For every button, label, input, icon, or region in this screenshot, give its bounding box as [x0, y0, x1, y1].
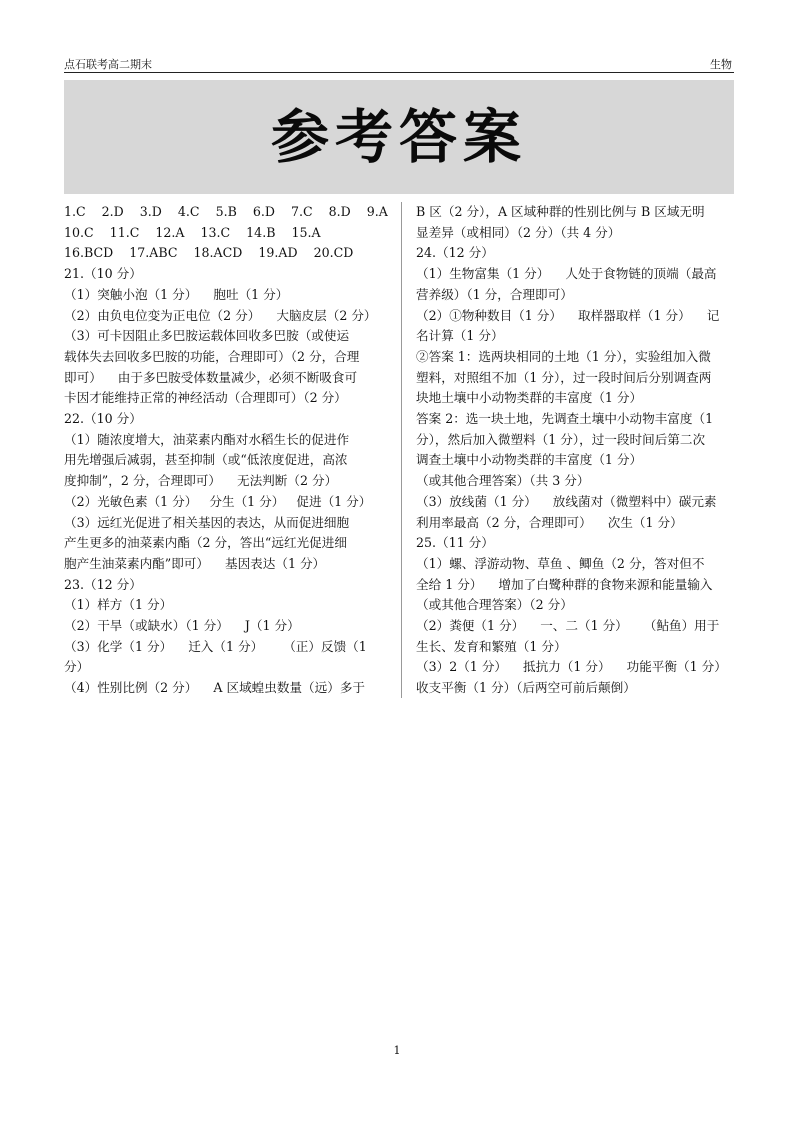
- answer-line: 块地土壤中小动物类群的丰富度（1 分）: [416, 390, 643, 406]
- answer-line: 16.BCD 17.ABC 18.ACD 19.AD 20.CD: [64, 245, 354, 261]
- answer-line: 营养级）（1 分，合理即可）: [416, 286, 573, 302]
- header-rule: [64, 72, 734, 73]
- answer-line: 10.C 11.C 12.A 13.C 14.B 15.A: [64, 224, 321, 240]
- question-heading: 23.（12 分）: [64, 576, 142, 592]
- page-title: 参考答案: [270, 103, 527, 171]
- answer-line: 名计算（1 分）: [416, 328, 504, 344]
- answer-line: 用先增强后减弱，甚至抑制（或“低浓度促进，高浓: [64, 452, 348, 468]
- answer-line: B 区（2 分），A 区域种群的性别比例与 B 区域无明: [416, 204, 705, 219]
- answer-line: （1）生物富集（1 分） 人处于食物链的顶端（最高: [416, 266, 717, 282]
- answer-line: 收支平衡（1 分）（后两空可前后颠倒）: [416, 680, 636, 696]
- answer-column-right: [416, 202, 738, 699]
- answer-line: 答案 2：选一块土地，先调查土壤中小动物丰富度（1: [416, 411, 714, 427]
- question-heading: 22.（10 分）: [64, 411, 142, 427]
- answer-line: 分），然后加入微塑料（1 分），过一段时间后第二次: [416, 431, 706, 447]
- question-heading: 24.（12 分）: [416, 245, 494, 261]
- header-exam-name: 点石联考高二期末: [64, 58, 152, 71]
- answer-line: （3）放线菌（1 分） 放线菌对（微塑料中）碳元素: [416, 493, 717, 509]
- answer-line: （1）随浓度增大，油菜素内酯对水稻生长的促进作: [64, 431, 350, 447]
- answer-line: （或其他合理答案）（2 分）: [416, 597, 573, 613]
- answer-line: （或其他合理答案）（共 3 分）: [416, 473, 590, 489]
- page-header: [64, 58, 734, 72]
- answer-line: 度抑制”，2 分，合理即可） 无法判断（2 分）: [64, 473, 338, 489]
- question-heading: 21.（10 分）: [64, 266, 142, 282]
- title-banner: [64, 80, 734, 194]
- answer-line: 利用率最高（2 分，合理即可） 次生（1 分）: [416, 514, 683, 530]
- column-divider: [401, 202, 402, 698]
- answer-line: 分）: [64, 659, 90, 675]
- answer-line: 产生更多的油菜素内酯（2 分，答出“远红光促进细: [64, 535, 347, 551]
- answer-line: （2）粪便（1 分） 一、二（1 分） （鲇鱼）用于: [416, 618, 720, 634]
- header-subject: 生物: [710, 58, 732, 71]
- answer-line: （4）性别比例（2 分） A 区域蝗虫数量（远）多于: [64, 680, 366, 696]
- answer-line: 调查土壤中小动物类群的丰富度（1 分）: [416, 452, 643, 468]
- answer-line: （2）①物种数目（1 分） 取样器取样（1 分） 记: [416, 307, 720, 323]
- answer-line: 显差异（或相同）（2 分）（共 4 分）: [416, 224, 621, 240]
- answer-line: 生长、发育和繁殖（1 分）: [416, 638, 567, 654]
- answer-line: ②答案 1：选两块相同的土地（1 分），实验组加入微: [416, 348, 711, 364]
- answer-line: （1）突触小泡（1 分） 胞吐（1 分）: [64, 286, 289, 302]
- answer-line: （3）可卡因阻止多巴胺运载体回收多巴胺（或使运: [64, 328, 350, 344]
- answer-line: （2）干旱（或缺水）（1 分） J（1 分）: [64, 618, 300, 634]
- answer-line: 1.C 2.D 3.D 4.C 5.B 6.D 7.C 8.D 9.A: [64, 204, 388, 219]
- question-heading: 25.（11 分）: [416, 535, 494, 551]
- answer-line: 全给 1 分） 增加了白鹭种群的食物来源和能量输入: [416, 576, 713, 592]
- answer-line: （1）样方（1 分）: [64, 597, 173, 613]
- answer-line: 塑料，对照组不加（1 分），过一段时间后分别调查两: [416, 369, 712, 385]
- answer-line: （3）远红光促进了相关基因的表达，从而促进细胞: [64, 514, 350, 530]
- answer-line: （3）化学（1 分） 迁入（1 分） （正）反馈（1: [64, 638, 367, 654]
- answer-line: （2）光敏色素（1 分） 分生（1 分） 促进（1 分）: [64, 493, 372, 509]
- answer-line: （2）由负电位变为正电位（2 分） 大脑皮层（2 分）: [64, 307, 377, 323]
- answer-line: 胞产生油菜素内酯”即可） 基因表达（1 分）: [64, 555, 326, 571]
- answer-line: 载体失去回收多巴胺的功能，合理即可）（2 分，合理: [64, 348, 360, 364]
- answer-column-left: [64, 202, 390, 699]
- page-number: 1: [393, 1044, 401, 1057]
- answer-line: （1）螺、浮游动物、草鱼 、鲫鱼（2 分，答对但不: [416, 555, 705, 571]
- answer-line: 即可） 由于多巴胺受体数量减少，必须不断吸食可: [64, 369, 358, 385]
- answer-line: （3）2（1 分） 抵抗力（1 分） 功能平衡（1 分）: [416, 659, 727, 675]
- answer-line: 卡因才能维持正常的神经活动（合理即可）（2 分）: [64, 390, 347, 406]
